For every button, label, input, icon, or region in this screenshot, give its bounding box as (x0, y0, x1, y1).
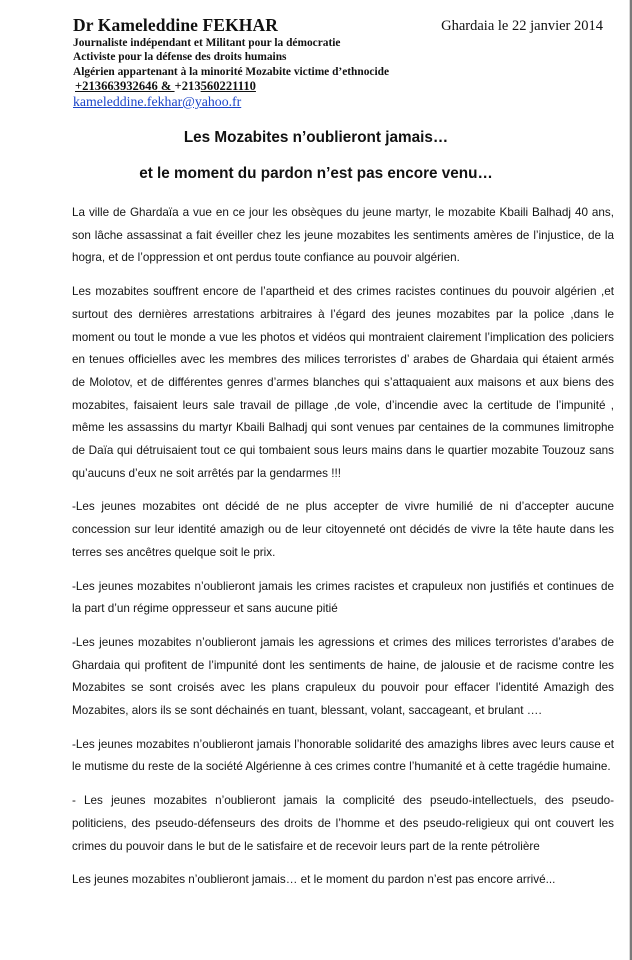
body-paragraph: -Les jeunes mozabites n’oublieront jamais l’honorable solidarité des amazighs libres avec leurs cause et le mutisme du reste de la société Algérienne à ces crimes contre l’humanité et à cette tragédie humaine. (72, 737, 614, 774)
body-paragraph: -Les jeunes mozabites n’oublieront jamais les crimes racistes et crapuleux non justifiés et continues de la part d’un régime oppresseur et sans aucune pitié (72, 579, 614, 616)
body-paragraph: La ville de Ghardaïa a vue en ce jour les obsèques du jeune martyr, le mozabite Kbaili Balhadj 40 ans, son lâche assassinat a fait éveiller chez les jeune mozabites les sentiments amères de l’injustice, de la hogra, et de l’oppression et ont perdus toute confiance au pouvoir algérien. (72, 206, 614, 265)
email-link[interactable]: kameleddine.fekhar@yahoo.fr (73, 93, 242, 109)
body-paragraph: Les mozabites souffrent encore de l’apartheid et des crimes racistes continues du pouvoir algérien ,et surtout des dernières arrestations arbitraires à l’égard des jeunes mozabites par la police ,dans le moment ou tout le monde a vue les photos et vidéos qui montraient clairement l’implication des policiers en tenues officielles avec les membres des milices terroristes d’ arabes de Ghardaia qui étaient armés de Molotov, et de différentes genres d’armes blanches qui s’attaquaient aux maisons et aux biens des mozabites, faisaient leurs sale travail de pillage ,de vole, d’incendie avec la certitude de l’impunité , même les assassins du martyr Kbaili Balhadj qui sont venues par centaines de la communes limitrophe de Daïa qui détruisaient tout ce qui tombaient sous leurs mains dans le quartier mozabite Touzouz sans qu’aucuns d’eux ne soit arrêtés par la gendarmes !!! (72, 285, 614, 480)
phone-numbers (73, 79, 613, 94)
closing-paragraph: Les jeunes mozabites n’oublieront jamais… et le moment du pardon n’est pas encore arrivé... (72, 873, 556, 887)
phone-number-2: 560221110 (200, 78, 256, 93)
author-subtitle: Activiste pour la défense des droits humains (73, 51, 287, 64)
title-line-2: et le moment du pardon n’est pas encore venu… (139, 165, 493, 182)
body-paragraph: -Les jeunes mozabites n’oublieront jamais les agressions et crimes des milices terroristes d’arabes de Ghardaia qui profitent de l’impunité dont les sentiments de haine, de jalousie et de racisme contre les Mozabites se sont croisés avec les plans crapuleux du pouvoir pour effacer l’identité Amazigh des Mozabites, alors ils se sont déchainés en tuant, blessant, volant, saccageant, et brulant …. (72, 635, 614, 718)
author-subtitle: Journaliste indépendant et Militant pour la démocratie (73, 37, 341, 49)
body-paragraph: -Les jeunes mozabites ont décidé de ne plus accepter de vivre humilié de ni d’accepter aucune concession sur leur identité amazigh ou de leur citoyenneté ont décidés de vivre la tête haute dans les terres ses ancêtres quelque soit le prix. (72, 500, 614, 559)
body-paragraph: - Les jeunes mozabites n’oublieront jamais la complicité des pseudo-intellectuels, des pseudo-politiciens, des pseudo-défenseurs des droits de l’homme et des pseudo-religieux qui ont couvert les crimes du pouvoir dans le but de le satisfaire et de recevoir leurs part de la rente pétrolière (72, 794, 614, 853)
letter-header (73, 14, 613, 109)
phone-number-2-prefix: +213 (174, 78, 201, 93)
author-subtitle: Algérien appartenant à la minorité Mozabite victime d’ethnocide (73, 65, 390, 78)
letter-body (72, 202, 614, 903)
phone-separator: & (157, 78, 175, 93)
document-title (0, 128, 632, 184)
author-name: Dr Kameleddine FEKHAR (73, 15, 278, 35)
phone-number-1: +213663932646 (75, 78, 158, 93)
letter-date: Ghardaia le 22 janvier 2014 (441, 18, 603, 34)
title-line-1: Les Mozabites n’oublieront jamais… (183, 129, 449, 146)
